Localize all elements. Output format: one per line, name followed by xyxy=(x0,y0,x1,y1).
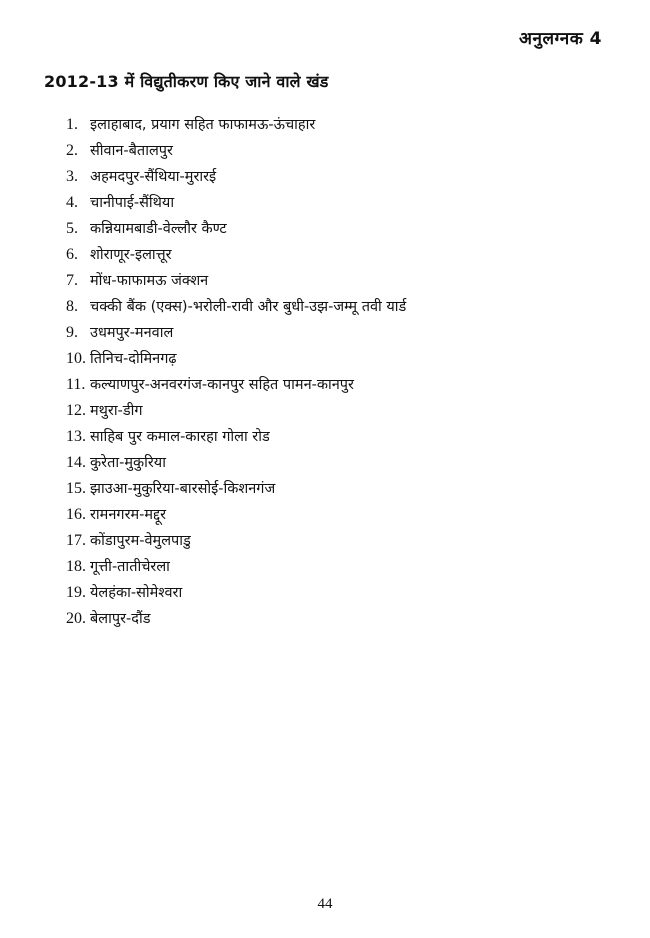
item-label: मथुरा-डीग xyxy=(90,403,143,419)
item-label: झाउआ-मुकुरिया-बारसोई-किशनगंज xyxy=(90,481,276,497)
list-item xyxy=(66,294,406,320)
list-item xyxy=(66,164,406,190)
page-title: 2012-13 में विद्युतीकरण किए जाने वाले खंड xyxy=(44,72,329,91)
item-number: 19. xyxy=(66,584,86,601)
item-number: 16. xyxy=(66,506,86,523)
item-label: मोंध-फाफामऊ जंक्शन xyxy=(90,273,209,289)
item-number: 8. xyxy=(66,298,78,315)
item-label: तिनिच-दोमिनगढ़ xyxy=(90,351,177,367)
item-number: 20. xyxy=(66,610,86,627)
item-label: शोराणूर-इलात्तूर xyxy=(90,247,172,263)
item-number: 18. xyxy=(66,558,86,575)
item-number: 12. xyxy=(66,402,86,419)
item-number: 1. xyxy=(66,116,78,133)
list-item xyxy=(66,372,406,398)
list-item xyxy=(66,554,406,580)
item-number: 10. xyxy=(66,350,86,367)
item-label: कन्नियामबाडी-वेल्लौर कैण्ट xyxy=(90,221,227,237)
list-item xyxy=(66,320,406,346)
item-number: 6. xyxy=(66,246,78,263)
item-number: 7. xyxy=(66,272,78,289)
item-number: 15. xyxy=(66,480,86,497)
item-label: इलाहाबाद, प्रयाग सहित फाफामऊ-ऊंचाहार xyxy=(90,117,316,133)
list-item xyxy=(66,216,406,242)
item-number: 4. xyxy=(66,194,78,211)
item-label: येलहंका-सोमेश्वरा xyxy=(90,585,183,601)
item-label: कोंडापुरम-वेमुलपाडु xyxy=(90,533,191,549)
list-item xyxy=(66,112,406,138)
list-item xyxy=(66,424,406,450)
list-item xyxy=(66,190,406,216)
item-label: सीवान-बैतालपुर xyxy=(90,143,173,159)
section-list xyxy=(66,112,406,632)
list-item xyxy=(66,138,406,164)
list-item xyxy=(66,502,406,528)
list-item xyxy=(66,606,406,632)
item-label: चानीपाई-सैंथिया xyxy=(90,195,175,211)
list-item xyxy=(66,580,406,606)
list-item xyxy=(66,528,406,554)
item-number: 11. xyxy=(66,376,86,393)
item-number: 9. xyxy=(66,324,78,341)
list-item xyxy=(66,450,406,476)
list-item xyxy=(66,346,406,372)
item-label: गूत्ती-तातीचेरला xyxy=(90,559,170,575)
list-item xyxy=(66,398,406,424)
item-label: बेलापुर-दौंड xyxy=(90,611,151,627)
item-number: 14. xyxy=(66,454,86,471)
item-label: साहिब पुर कमाल-कारहा गोला रोड xyxy=(90,429,270,445)
item-number: 3. xyxy=(66,168,78,185)
list-item xyxy=(66,268,406,294)
item-label: कुरेता-मुकुरिया xyxy=(90,455,166,471)
list-item xyxy=(66,476,406,502)
annex-label: अनुलग्नक 4 xyxy=(519,29,602,49)
item-label: उधमपुर-मनवाल xyxy=(90,325,174,341)
item-number: 17. xyxy=(66,532,86,549)
item-label: चक्की बैंक (एक्स)-भरोली-रावी और बुधी-उझ-जम्मू तवी यार्ड xyxy=(90,299,407,315)
item-number: 13. xyxy=(66,428,86,445)
item-label: अहमदपुर-सैंथिया-मुरारई xyxy=(90,169,217,185)
item-number: 2. xyxy=(66,142,78,159)
item-label: रामनगरम-मद्दूर xyxy=(90,507,167,523)
page-number: 44 xyxy=(317,896,333,912)
item-label: कल्याणपुर-अनवरगंज-कानपुर सहित पामन-कानपुर xyxy=(90,377,354,393)
list-item xyxy=(66,242,406,268)
item-number: 5. xyxy=(66,220,78,237)
